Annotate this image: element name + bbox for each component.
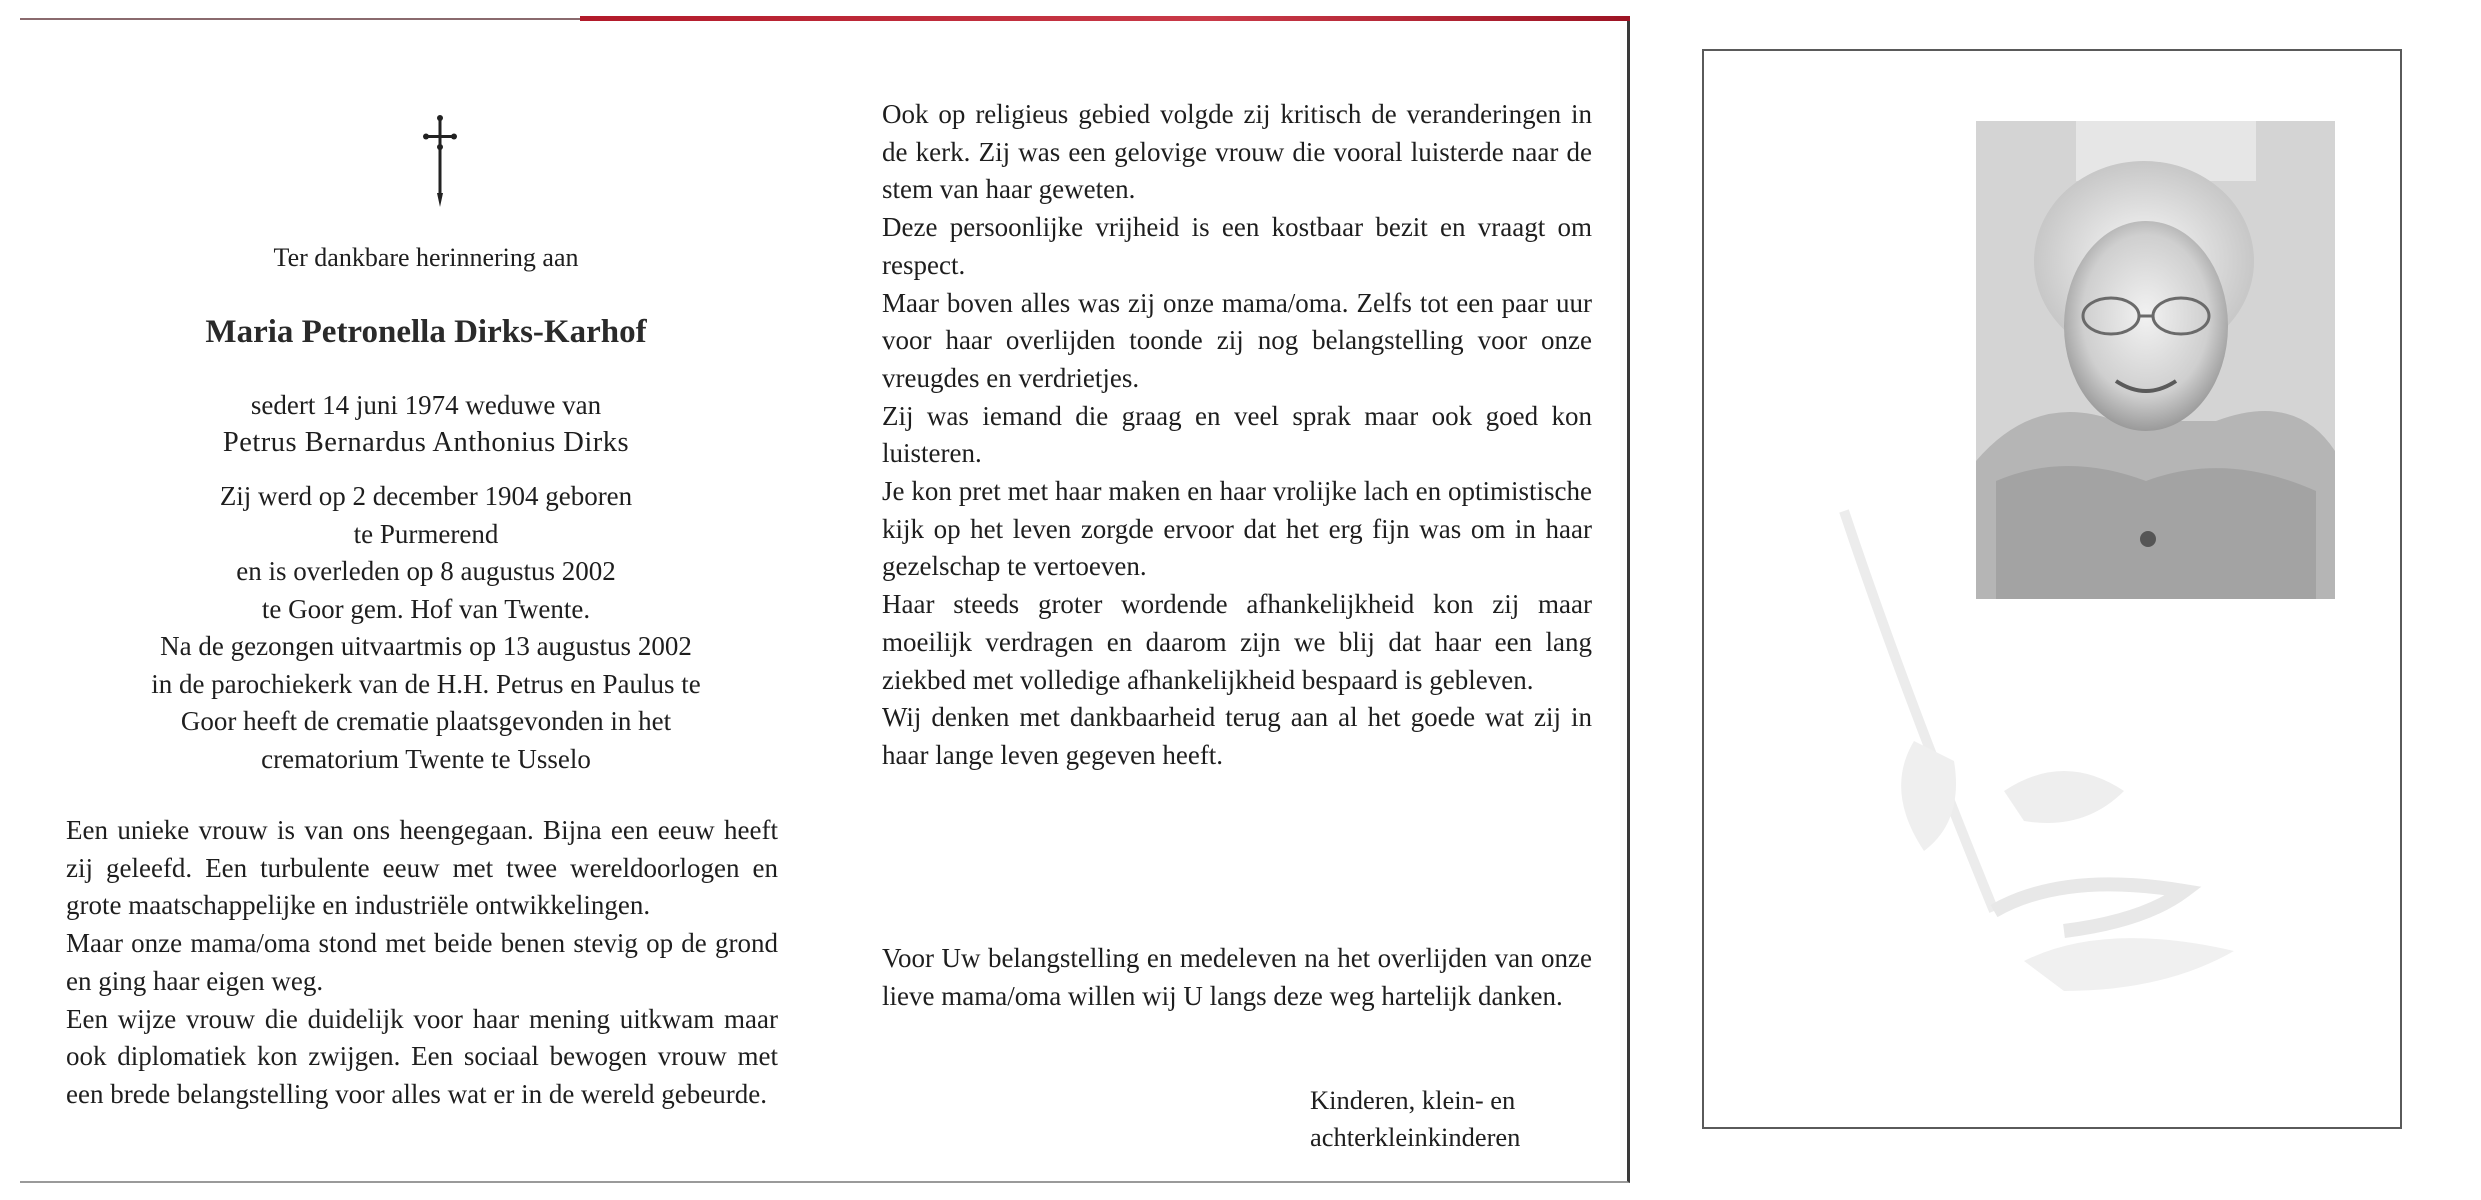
memorial-card (20, 18, 1630, 1183)
paragraph: Maar boven alles was zij onze mama/oma. Zelfs tot een paar uur voor haar overlijden toonde zij nog belangstelling voor onze vreugdes en verdrietjes. (882, 287, 1592, 393)
life-line: te Goor gem. Hof van Twente. (261, 593, 591, 624)
paragraph: Zij was iemand die graag en veel sprak maar ook goed kon luisteren. (882, 400, 1592, 469)
paragraph: Je kon pret met haar maken en haar vrolijke lach en optimistische kijk op het leven zorgde ervoor dat het erg fijn was om in haar gezelschap te vertoeven. (882, 476, 1592, 582)
life-line: Goor heeft de crematie plaatsgevonden in het (180, 706, 672, 736)
paragraph: Ook op religieus gebied volgde zij kritisch de veranderingen in de kerk. Zij was een gelovige vrouw die vooral luisterde naar de stem van haar geweten. (882, 99, 1592, 205)
paragraph: Een unieke vrouw is van ons heengegaan. Bijna een eeuw heeft zij geleefd. Een turbulente eeuw met twee wereldoorlogen en grote maatschappelijke en industriële ontwikkelingen. (66, 815, 778, 921)
life-line: crematorium Twente te Usselo (261, 743, 591, 774)
life-line: in de parochiekerk van de H.H. Petrus en Paulus te (151, 668, 701, 699)
signoff-line: Kinderen, klein- en (1310, 1085, 1516, 1115)
deceased-name: Maria Petronella Dirks-Karhof (205, 314, 647, 350)
life-line: en is overleden op 8 augustus 2002 (236, 556, 616, 586)
paragraph: Wij denken met dankbaarheid terug aan al het goede wat zij in haar lange leven gegeven heeft. (882, 702, 1592, 770)
life-line: Zij werd op 2 december 1904 geboren (219, 481, 633, 511)
intro-line: Ter dankbare herinnering aan (273, 243, 579, 272)
cross-icon (420, 113, 460, 209)
paragraph: Maar onze mama/oma stond met beide benen stevig op de grond en ging haar eigen weg. (66, 928, 778, 996)
photo-card (1702, 49, 2402, 1129)
life-line: Na de gezongen uitvaartmis op 13 augustus 2002 (160, 631, 692, 661)
right-body-text (882, 96, 1592, 775)
left-body-text (66, 812, 778, 1114)
lily-watermark-icon (1764, 491, 2324, 1051)
life-line: te Purmerend (353, 518, 499, 549)
life-details (66, 478, 786, 778)
paragraph: Deze persoonlijke vrijheid is een kostbaar bezit en vraagt om respect. (882, 212, 1592, 280)
paragraph: Voor Uw belangstelling en medeleven na het overlijden van onze lieve mama/oma willen wij U langs deze weg hartelijk danken. (882, 943, 1592, 1011)
signoff-line: achterkleinkinderen (1310, 1122, 1521, 1152)
widow-since: sedert 14 juni 1974 weduwe van (250, 390, 602, 420)
signoff (1310, 1082, 1610, 1156)
husband-name: Petrus Bernardus Anthonius Dirks (222, 427, 630, 458)
paragraph: Haar steeds groter wordende afhankelijkheid kon zij maar moeilijk verdragen en daarom zijn we blij dat haar een lang ziekbed met volledige afhankelijkheid bespaard is gebleven. (882, 589, 1592, 695)
widow-info (66, 386, 786, 462)
paragraph: Een wijze vrouw die duidelijk voor haar mening uitkwam maar ook diplomatiek kon zwijgen. Een sociaal bewogen vrouw met een brede belangstelling voor alles wat er in de wereld gebeurde. (66, 1003, 778, 1109)
thank-you-text (882, 940, 1592, 1015)
